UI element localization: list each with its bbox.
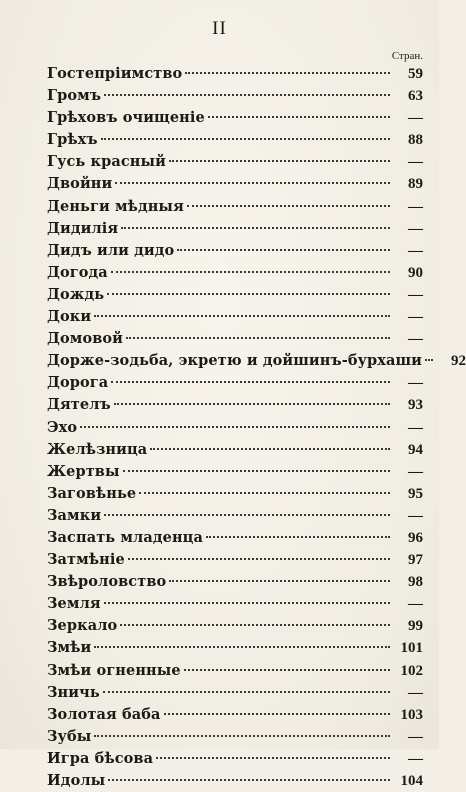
toc-entry xyxy=(47,439,423,461)
toc-entry-page: — xyxy=(408,463,423,480)
toc-entry-page: 104 xyxy=(400,773,423,789)
toc-entry-page: 94 xyxy=(408,441,423,458)
dot-leader xyxy=(120,624,390,626)
toc-entry-title: Золотая баба xyxy=(47,705,161,723)
toc-entry-page: — xyxy=(408,220,423,237)
toc-entry-page: 96 xyxy=(408,529,423,546)
toc-entry xyxy=(47,129,423,151)
toc-entry-title: Заговѣнье xyxy=(47,484,137,502)
dot-leader xyxy=(187,205,390,207)
toc-entry-title: Дятелъ xyxy=(47,396,111,414)
toc-entry-title: Звѣроловство xyxy=(47,573,167,591)
toc-entry-title: Желѣзница xyxy=(47,440,148,458)
toc-entry-page: — xyxy=(408,507,423,524)
toc-entry-title: Грѣхъ xyxy=(47,131,98,149)
toc-entry xyxy=(47,505,423,527)
toc-entry-page: — xyxy=(408,728,423,745)
toc-entry xyxy=(47,85,423,107)
toc-entry-page: 103 xyxy=(400,706,423,723)
toc-entry-page: — xyxy=(408,309,423,326)
dot-leader xyxy=(103,691,390,693)
toc-entry xyxy=(47,637,423,659)
toc-entry xyxy=(47,483,423,505)
toc-entry xyxy=(47,593,423,615)
dot-leader xyxy=(169,580,390,582)
toc-entry xyxy=(47,571,423,593)
toc-entry xyxy=(47,328,423,350)
toc-entry-page: 90 xyxy=(408,264,423,281)
toc-entry-title: Затмѣніе xyxy=(47,551,125,569)
toc-entry-title: Игра бѣсова xyxy=(47,749,154,767)
table-of-contents xyxy=(47,63,466,792)
dot-leader xyxy=(164,713,391,715)
toc-entry xyxy=(47,394,423,416)
toc-entry-title: Змѣи xyxy=(47,639,92,657)
toc-entry xyxy=(47,372,423,394)
toc-entry xyxy=(47,63,423,85)
dot-leader xyxy=(94,315,390,317)
page-number: II xyxy=(212,18,227,39)
toc-entry-title: Заспать младенца xyxy=(47,528,203,546)
toc-entry-title: Дорога xyxy=(47,374,109,392)
dot-leader xyxy=(126,337,390,339)
toc-entry-title: Догода xyxy=(47,263,108,281)
toc-entry-title: Зеркало xyxy=(47,617,118,635)
toc-entry xyxy=(47,461,423,483)
toc-entry-page: 97 xyxy=(408,552,423,569)
toc-entry-page: 95 xyxy=(408,485,423,502)
toc-entry-title: Деньги мѣдныя xyxy=(47,197,184,215)
toc-entry-page: — xyxy=(408,419,423,436)
dot-leader xyxy=(94,735,390,737)
toc-entry xyxy=(47,262,423,284)
dot-leader xyxy=(206,536,390,538)
toc-entry-page: 102 xyxy=(400,662,423,679)
toc-entry xyxy=(47,107,423,129)
toc-entry-title: Зничь xyxy=(47,683,100,701)
toc-entry xyxy=(47,218,423,240)
page-column-header: Стран. xyxy=(391,50,423,62)
toc-entry-page: 89 xyxy=(408,176,423,193)
toc-entry-page: — xyxy=(408,242,423,259)
toc-entry-page: — xyxy=(408,375,423,392)
dot-leader xyxy=(208,116,390,118)
dot-leader xyxy=(104,602,390,604)
toc-entry-page: — xyxy=(408,154,423,171)
dot-leader xyxy=(121,227,390,229)
dot-leader xyxy=(184,669,390,671)
toc-entry-page: — xyxy=(408,331,423,348)
toc-entry-title: Гусь красный xyxy=(47,153,166,171)
dot-leader xyxy=(185,72,390,74)
toc-entry xyxy=(47,350,466,372)
toc-entry-page: 98 xyxy=(408,574,423,591)
dot-leader xyxy=(111,271,390,273)
toc-entry-title: Грѣховъ очищеніе xyxy=(47,109,205,127)
toc-entry-title: Дорже-зодьба, экретю и дойшинъ-бурхаши xyxy=(47,352,423,370)
dot-leader xyxy=(425,359,433,361)
toc-entry xyxy=(47,549,423,571)
toc-entry-page: — xyxy=(408,596,423,613)
toc-entry-title: Громъ xyxy=(47,87,102,105)
toc-entry xyxy=(47,682,423,704)
dot-leader xyxy=(150,448,390,450)
toc-entry xyxy=(47,417,423,439)
dot-leader xyxy=(107,293,390,295)
toc-entry-page: 92 xyxy=(451,353,466,370)
toc-entry xyxy=(47,306,423,328)
toc-entry-title: Гостепріимство xyxy=(47,65,183,82)
toc-entry-title: Домовой xyxy=(47,330,124,348)
toc-entry-title: Замки xyxy=(47,506,102,524)
dot-leader xyxy=(101,138,390,140)
toc-entry xyxy=(47,770,423,792)
toc-entry xyxy=(47,660,423,682)
toc-entry-title: Идолы xyxy=(47,772,106,789)
toc-entry-page: — xyxy=(408,286,423,303)
toc-entry-page: — xyxy=(408,684,423,701)
dot-leader xyxy=(115,182,390,184)
toc-entry xyxy=(47,615,423,637)
dot-leader xyxy=(123,470,390,472)
toc-entry-page: 93 xyxy=(408,397,423,414)
toc-entry-page: 63 xyxy=(408,88,423,105)
toc-entry xyxy=(47,151,423,173)
dot-leader xyxy=(104,514,390,516)
dot-leader xyxy=(108,779,390,781)
toc-entry-page: — xyxy=(408,198,423,215)
toc-entry-title: Дидилія xyxy=(47,219,119,237)
dot-leader xyxy=(156,757,390,759)
toc-entry xyxy=(47,196,423,218)
dot-leader xyxy=(114,403,390,405)
toc-entry xyxy=(47,284,423,306)
dot-leader xyxy=(177,249,390,251)
toc-entry-page: — xyxy=(408,750,423,767)
dot-leader xyxy=(169,160,390,162)
dot-leader xyxy=(128,558,390,560)
toc-entry-page: 59 xyxy=(408,66,423,82)
toc-entry-title: Эхо xyxy=(47,418,78,436)
toc-entry-title: Дидъ или дидо xyxy=(47,241,175,259)
toc-entry xyxy=(47,527,423,549)
toc-entry-page: 88 xyxy=(408,132,423,149)
toc-entry xyxy=(47,240,423,262)
toc-entry-title: Земля xyxy=(47,595,101,613)
dot-leader xyxy=(80,426,390,428)
toc-entry-title: Змѣи огненные xyxy=(47,661,181,679)
dot-leader xyxy=(94,646,390,648)
toc-entry-page: 101 xyxy=(400,640,423,657)
toc-entry-title: Жертвы xyxy=(47,462,120,480)
toc-entry xyxy=(47,748,423,770)
toc-entry-page: — xyxy=(408,110,423,127)
toc-entry xyxy=(47,704,423,726)
toc-entry-title: Зубы xyxy=(47,727,92,745)
toc-entry xyxy=(47,726,423,748)
dot-leader xyxy=(139,492,390,494)
toc-entry-title: Дождь xyxy=(47,285,105,303)
dot-leader xyxy=(104,94,390,96)
toc-entry xyxy=(47,173,423,195)
toc-entry-title: Доки xyxy=(47,308,92,326)
toc-entry-title: Двойни xyxy=(47,175,113,193)
dot-leader xyxy=(111,381,390,383)
toc-entry-page: 99 xyxy=(408,618,423,635)
